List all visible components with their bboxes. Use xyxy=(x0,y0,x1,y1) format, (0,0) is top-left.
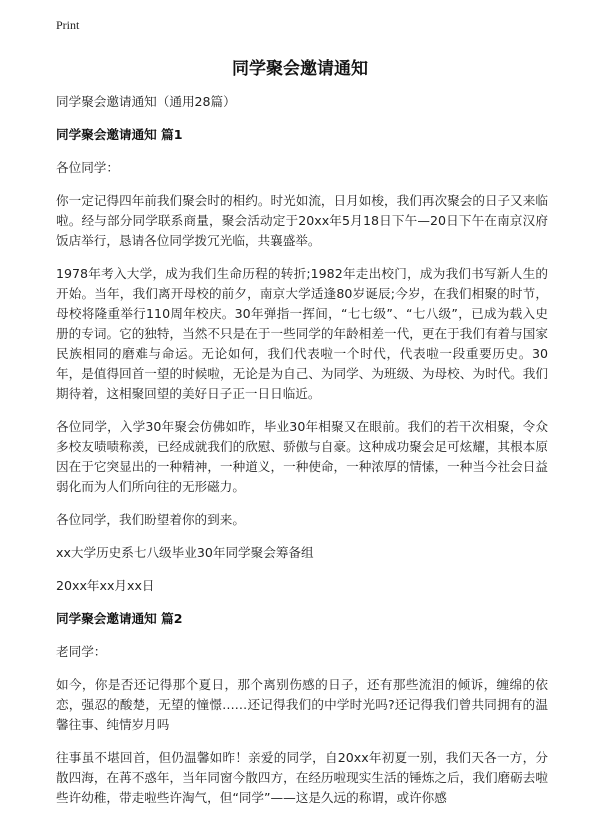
section-1-signature: xx大学历史系七八级毕业30年同学聚会筹备组 xyxy=(56,545,314,560)
section-1-paragraph-3: 各位同学，入学30年聚会仿佛如昨，毕业30年相聚又在眼前。我们的若干次相聚，令众多校友啧啧称羡，已经成就我们的欣慰、骄傲与自豪。这种成功聚会足可炫耀，其根本原因在于它突显出的一种精神，一种道义，一种使命，一种浓厚的情愫，一种当今社会日益弱化而为人们所向往的无形磁力。 xyxy=(56,419,548,494)
section-2-greeting: 老同学： xyxy=(56,644,107,659)
section-1-greeting: 各位同学： xyxy=(56,160,119,175)
section-2-paragraph-2: 往事虽不堪回首，但仍温馨如昨！亲爱的同学，自20xx年初夏一别，我们天各一方，分散四海，在苒不惑年，当年同窗今散四方，在经历啦现实生活的锤炼之后，我们磨砺去啦些许幼稚，带走啦些许淘气，但“同学”——这是久远的称谓，或许你感 xyxy=(56,750,548,805)
document-subtitle: 同学聚会邀请通知（通用28篇） xyxy=(56,94,236,109)
section-1-date: 20xx年xx月xx日 xyxy=(56,578,155,593)
section-2-heading: 同学聚会邀请通知 篇2 xyxy=(56,611,183,626)
section-1-heading: 同学聚会邀请通知 篇1 xyxy=(56,127,183,142)
section-1-paragraph-4: 各位同学，我们盼望着你的到来。 xyxy=(56,512,245,527)
section-2-paragraph-1: 如今，你是否还记得那个夏日，那个离别伤感的日子，还有那些流泪的倾诉，缠绵的依恋，强忍的酸楚，无望的憧憬……还记得我们的中学时光吗?还记得我们曾共同拥有的温馨往事、纯情岁月吗 xyxy=(56,677,548,732)
section-1-paragraph-1: 你一定记得四年前我们聚会时的相约。时光如流，日月如梭，我们再次聚会的日子又来临啦。经与部分同学联系商量，聚会活动定于20xx年5月18日下午—20日下午在南京汉府饭店举行，恳请各位同学拨冗光临，共襄盛举。 xyxy=(56,193,548,248)
document-body xyxy=(56,92,548,821)
section-1-paragraph-2: 1978年考入大学，成为我们生命历程的转折;1982年走出校门，成为我们书写新人生的开始。当年，我们离开母校的前夕，南京大学适逢80岁诞辰;今岁，在我们相聚的时节，母校将隆重举行110周年校庆。30年弹指一挥间，“七七级”、“七八级”，已成为载入史册的专词。它的独特，当然不只是在于一些同学的年龄相差一代，更在于我们有着与国家民族相同的磨难与命运。无论如何，我们代表啦一个时代，代表啦一段重要历史。30年，是值得回首一望的时候啦，无论是为自己、为同学、为班级、为母校、为时代。我们期待着，这相聚回望的美好日子正一日日临近。 xyxy=(56,266,548,401)
print-link[interactable]: Print xyxy=(56,18,80,32)
document-title: 同学聚会邀请通知 xyxy=(232,59,368,79)
